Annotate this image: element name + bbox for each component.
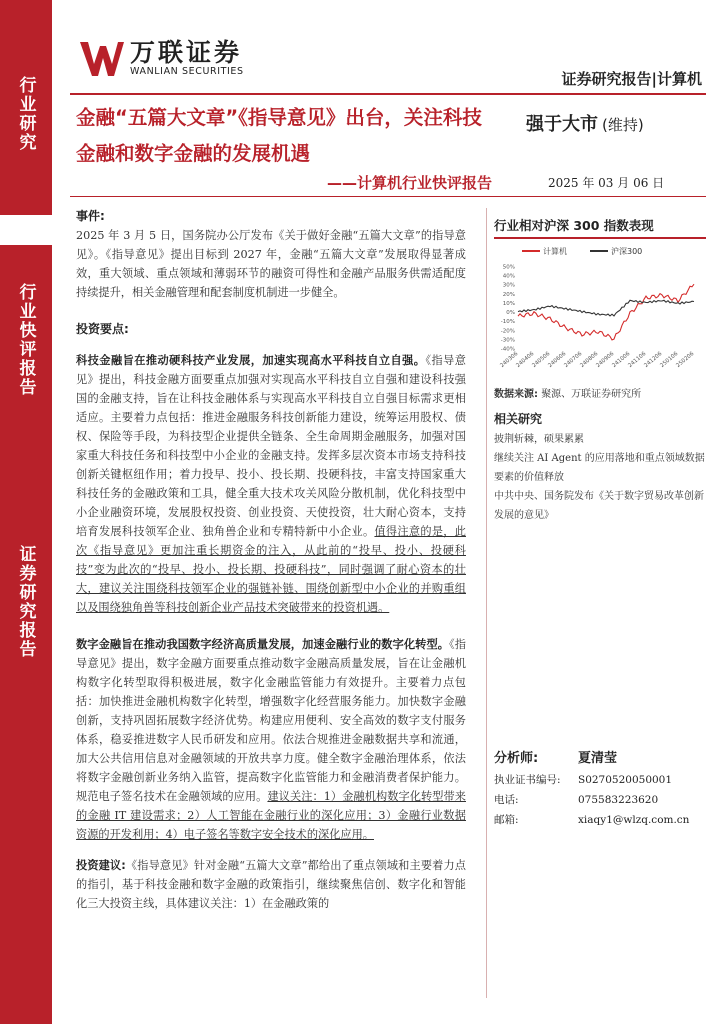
point-digital-finance-highlight: 建议关注：1）金融机构数字化转型带来的金融 IT 建设需求；2）人工智能在金融行业的深化应用；3）金融行业数据资源的开发利用；4）电子签名等数字安全技术的深化应用。 [76, 790, 466, 841]
point-digital-finance-text: 《指导意见》提出，数字金融方面要重点推动数字金融高质量发展，旨在让金融机构数字化转型取得积极进展，数字化金融监管能力有效提升。主要着力点包括：加快推进金融机构数字化转型，增强数字化经营服务能力。加快数字金融创新，支持巩固拓展数字经济优势。构建应用便利、安全高效的数字支付服务体系，稳妥推进数字人民币研发和应用。依法合规推进金融数据共享和流通，加大公共信用信息对金融领域的开放共享力度。健全数字金融治理体系，依法将数字金融创新业务纳入监管，提高数字化监管能力和金融消费者保护能力。规范电子签名技术在金融领域的应用。 [76, 638, 466, 803]
x-tick-label: 240606 [547, 350, 568, 370]
y-tick-label: -30% [500, 337, 515, 344]
left-category-band [0, 0, 52, 1024]
y-tick-label: 50% [502, 264, 515, 271]
email-address[interactable]: xiaqy1@wlzq.com.cn [578, 814, 690, 826]
chart-svg [494, 244, 706, 374]
source-label: 数据来源: [494, 389, 538, 400]
y-tick-label: 40% [502, 273, 515, 280]
phone-label: 电话: [494, 794, 519, 806]
investment-advice-text: 《指导意见》针对金融“五篇大文章”都给出了重点领域和主要着力点的指引，基于科技金融和数字金融的政策指引，继续聚焦信创、数字化和智能化三大投资主线，具体建议关注：1）在金融政策的 [76, 859, 466, 910]
x-tick-label: 240506 [531, 350, 552, 370]
report-date: 2025 年 03 月 06 日 [548, 176, 665, 190]
logo-english-name: WANLIAN SECURITIES [130, 65, 244, 77]
related-item[interactable]: 继续关注 AI Agent 的应用落地和重点领域数据要素的价值释放 [494, 453, 705, 483]
y-tick-label: -20% [500, 328, 515, 335]
y-tick-label: 30% [502, 282, 515, 289]
rating-note: (维持) [602, 116, 644, 134]
column-divider [486, 208, 487, 998]
band-gap [0, 215, 52, 245]
y-tick-label: 0% [506, 310, 515, 317]
company-logo [78, 38, 244, 78]
event-paragraph: 2025 年 3 月 5 日，国务院办公厅发布《关于做好金融“五篇大文章”的指导意见》。《指导意见》提出目标到 2027 年，金融“五篇大文章”发展取得显著成效，重大领域、重点领域和薄弱环节的融资可得性和金融产品服务供需适配度持续提升，相关金融管理和配套制度机制进一步健全。 [76, 229, 466, 299]
related-item[interactable]: 披荆斩棘，硕果累累 [494, 434, 584, 445]
logo-w-icon [78, 38, 124, 78]
main-body [76, 207, 466, 913]
rating [526, 110, 644, 136]
y-tick-label: 10% [502, 300, 515, 307]
category-quick-review: 行业快评报告 [0, 245, 52, 495]
category-industry-research: 行业研究 [0, 0, 52, 215]
y-tick-label: 20% [502, 291, 515, 298]
x-tick-label: 250206 [675, 350, 696, 370]
header-divider [70, 93, 706, 95]
points-heading: 投资要点: [76, 322, 129, 336]
point-digital-finance [76, 635, 466, 844]
related-list [494, 430, 706, 525]
event-heading: 事件: [76, 209, 105, 223]
cert-number: S0270520050001 [578, 774, 673, 786]
x-tick-label: 241106 [627, 350, 648, 370]
point-tech-finance-highlight: 值得注意的是，此次《指导意见》更加注重长期资金的注入，从此前的“投早、投小、投硬科技”变为此次的“投早、投小、投长期、投硬科技”，同时强调了耐心资本的壮大，建议关注围绕科技领军企业的强链补链、围绕创新型中小企业的并购重组以及围绕独角兽等科技创新企业产品技术突破带来的投资机遇。 [76, 525, 466, 614]
point-tech-finance-text: 《指导意见》提出，科技金融方面要重点加强对实现高水平科技自立自强和建设科技强国的金融支持，旨在让科技金融体系与实现高水平科技自立自强目标需求更相适应。主要着力点包括：推进金融服务科技创新能力建设，统筹运用股权、债权、保险等手段，为科技型企业提供全链条、全生命周期金融服务，加强对国家重大科技任务和科技型中小企业的金融支持。发挥多层次资本市场支持科技创新关键枢纽作用；着力投早、投小、投长期、投硬科技，丰富支持国家重大科技任务的金融政策和工具，健全重大技术攻关风险分散机制，优化科技型中小企业融资环境，发展股权投资、创业投资、天使投资，壮大耐心资本，支持培育发展科技领军企业、独角兽企业和专精特新中小企业。 [76, 354, 466, 538]
point-tech-finance [76, 351, 466, 617]
x-tick-label: 241006 [611, 350, 632, 370]
analyst-name: 夏清莹 [578, 751, 618, 766]
series-line-1 [518, 300, 694, 316]
analyst-label: 分析师: [494, 751, 539, 766]
analyst-info [494, 748, 706, 830]
report-subtitle: ——计算机行业快评报告 [326, 174, 492, 192]
x-tick-label: 240706 [563, 350, 584, 370]
x-tick-label: 250106 [659, 350, 680, 370]
x-tick-label: 241206 [643, 350, 664, 370]
x-tick-label: 240406 [515, 350, 536, 370]
report-category: 证券研究报告|计算机 [561, 70, 702, 88]
series-line-0 [518, 284, 694, 340]
report-title: 金融“五篇大文章”《指导意见》出台，关注科技金融和数字金融的发展机遇 [76, 106, 482, 165]
relative-performance-chart [494, 244, 706, 374]
point-digital-finance-lead: 数字金融旨在推动我国数字经济高质量发展，加速金融行业的数字化转型。 [76, 638, 450, 651]
title-divider [70, 196, 706, 197]
cert-label: 执业证书编号: [494, 774, 561, 786]
related-heading: 相关研究 [494, 412, 543, 426]
logo-chinese-name: 万联证券 [130, 37, 243, 67]
y-tick-label: -40% [500, 346, 515, 353]
x-tick-label: 240906 [595, 350, 616, 370]
x-tick-label: 240806 [579, 350, 600, 370]
legend-label: 计算机 [543, 247, 567, 256]
legend-label: 沪深300 [611, 247, 643, 256]
phone-number: 075583223620 [578, 794, 659, 806]
chart-heading: 行业相对沪深 300 指数表现 [494, 216, 706, 239]
y-tick-label: -10% [500, 319, 515, 326]
rating-main: 强于大市 [526, 114, 598, 135]
investment-advice [76, 856, 466, 913]
related-item[interactable]: 中共中央、国务院发布《关于数字贸易改革创新发展的意见》 [494, 491, 704, 521]
email-label: 邮箱: [494, 814, 519, 826]
point-tech-finance-lead: 科技金融旨在推动硬科技产业发展，加速实现高水平科技自立自强。 [76, 354, 426, 367]
source-text: 聚源、万联证券研究所 [541, 389, 642, 400]
category-securities-report: 证券研究报告 [0, 495, 52, 1024]
investment-advice-lead: 投资建议: [76, 859, 126, 872]
chart-source [494, 385, 706, 400]
x-tick-label: 240306 [499, 350, 520, 370]
